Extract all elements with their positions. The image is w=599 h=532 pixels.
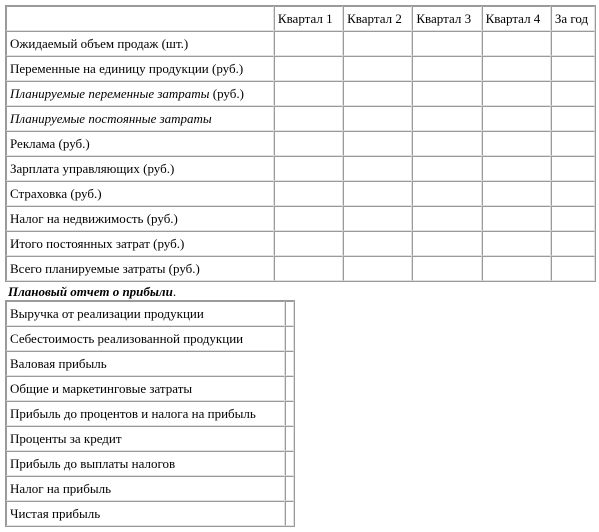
budget-row-label xyxy=(6,31,274,56)
report-row-label: Прибыль до процентов и налога на прибыль xyxy=(6,401,285,426)
report-row xyxy=(6,476,294,501)
budget-row-label xyxy=(6,106,274,131)
budget-cell-quarter-1[interactable] xyxy=(274,256,343,281)
budget-cell-quarter-1[interactable] xyxy=(274,56,343,81)
budget-cell-quarter-2[interactable] xyxy=(343,31,412,56)
budget-row-label-text: Переменные на единицу продукции (руб.) xyxy=(10,60,244,76)
income-report-table-body xyxy=(6,301,294,526)
budget-cell-quarter-4[interactable] xyxy=(482,256,551,281)
report-row xyxy=(6,326,294,351)
budget-cell-quarter-1[interactable] xyxy=(274,106,343,131)
budget-cell-year[interactable] xyxy=(551,206,595,231)
header-cell-quarter-2: Квартал 2 xyxy=(343,6,412,31)
budget-row xyxy=(6,156,595,181)
report-row xyxy=(6,451,294,476)
budget-row-label xyxy=(6,181,274,206)
report-row-value[interactable] xyxy=(285,401,294,426)
budget-cell-quarter-3[interactable] xyxy=(412,256,481,281)
report-title-text: Плановый отчет о прибыли xyxy=(8,284,173,299)
budget-row-label-text: Ожидаемый объем продаж (шт.) xyxy=(10,35,189,51)
budget-cell-quarter-3[interactable] xyxy=(412,56,481,81)
budget-table-body xyxy=(6,6,595,281)
report-row-label: Прибыль до выплаты налогов xyxy=(6,451,285,476)
budget-table xyxy=(5,5,596,282)
report-row-label: Проценты за кредит xyxy=(6,426,285,451)
report-row-label: Чистая прибыль xyxy=(6,501,285,526)
budget-row xyxy=(6,206,595,231)
report-row xyxy=(6,426,294,451)
header-cell-year: За год xyxy=(551,6,595,31)
budget-cell-quarter-2[interactable] xyxy=(343,181,412,206)
budget-cell-quarter-1[interactable] xyxy=(274,206,343,231)
header-cell-quarter-3: Квартал 3 xyxy=(412,6,481,31)
budget-row-label xyxy=(6,131,274,156)
budget-cell-quarter-3[interactable] xyxy=(412,81,481,106)
header-cell-empty xyxy=(6,6,274,31)
budget-cell-year[interactable] xyxy=(551,256,595,281)
budget-cell-quarter-1[interactable] xyxy=(274,131,343,156)
report-row-value[interactable] xyxy=(285,476,294,501)
budget-cell-quarter-4[interactable] xyxy=(482,156,551,181)
budget-cell-quarter-2[interactable] xyxy=(343,231,412,256)
budget-cell-quarter-4[interactable] xyxy=(482,106,551,131)
budget-cell-quarter-4[interactable] xyxy=(482,31,551,56)
budget-cell-quarter-2[interactable] xyxy=(343,206,412,231)
header-cell-quarter-1: Квартал 1 xyxy=(274,6,343,31)
budget-cell-quarter-3[interactable] xyxy=(412,106,481,131)
budget-cell-year[interactable] xyxy=(551,56,595,81)
budget-cell-year[interactable] xyxy=(551,181,595,206)
budget-row-label-italic: Планируемые переменные затраты xyxy=(10,85,210,101)
report-row-value[interactable] xyxy=(285,426,294,451)
budget-row-label xyxy=(6,231,274,256)
budget-cell-quarter-3[interactable] xyxy=(412,131,481,156)
budget-cell-year[interactable] xyxy=(551,31,595,56)
budget-row xyxy=(6,231,595,256)
budget-cell-quarter-2[interactable] xyxy=(343,156,412,181)
budget-row-label-rest: (руб.) xyxy=(209,85,244,101)
budget-row-label xyxy=(6,81,274,106)
budget-cell-quarter-4[interactable] xyxy=(482,56,551,81)
income-report-table xyxy=(5,300,295,527)
budget-cell-year[interactable] xyxy=(551,106,595,131)
report-row-label: Валовая прибыль xyxy=(6,351,285,376)
budget-cell-quarter-1[interactable] xyxy=(274,181,343,206)
budget-cell-quarter-2[interactable] xyxy=(343,131,412,156)
header-cell-quarter-4: Квартал 4 xyxy=(482,6,551,31)
budget-cell-quarter-3[interactable] xyxy=(412,31,481,56)
budget-cell-quarter-4[interactable] xyxy=(482,206,551,231)
budget-cell-quarter-3[interactable] xyxy=(412,206,481,231)
budget-row-label-text: Зарплата управляющих (руб.) xyxy=(10,160,175,176)
budget-row-label-text: Страховка (руб.) xyxy=(10,185,102,201)
report-row xyxy=(6,501,294,526)
budget-row xyxy=(6,131,595,156)
budget-row-label xyxy=(6,206,274,231)
budget-row-label-text: Реклама (руб.) xyxy=(10,135,90,151)
budget-row xyxy=(6,106,595,131)
budget-row xyxy=(6,56,595,81)
budget-row-label-italic: Планируемые постоянные затраты xyxy=(10,110,212,126)
budget-cell-quarter-4[interactable] xyxy=(482,81,551,106)
report-row-label: Выручка от реализации продукции xyxy=(6,301,285,326)
report-row-value[interactable] xyxy=(285,351,294,376)
budget-cell-quarter-1[interactable] xyxy=(274,156,343,181)
budget-cell-year[interactable] xyxy=(551,156,595,181)
report-row-value[interactable] xyxy=(285,451,294,476)
budget-row-label-text: Всего планируемые затраты (руб.) xyxy=(10,260,200,276)
budget-cell-quarter-3[interactable] xyxy=(412,156,481,181)
budget-cell-year[interactable] xyxy=(551,81,595,106)
budget-cell-quarter-1[interactable] xyxy=(274,81,343,106)
budget-cell-quarter-3[interactable] xyxy=(412,181,481,206)
budget-cell-quarter-2[interactable] xyxy=(343,256,412,281)
report-title xyxy=(8,284,176,300)
report-row-value[interactable] xyxy=(285,326,294,351)
budget-cell-quarter-2[interactable] xyxy=(343,56,412,81)
budget-cell-quarter-4[interactable] xyxy=(482,231,551,256)
budget-cell-year[interactable] xyxy=(551,231,595,256)
budget-cell-quarter-4[interactable] xyxy=(482,131,551,156)
budget-cell-quarter-1[interactable] xyxy=(274,31,343,56)
report-row-value[interactable] xyxy=(285,501,294,526)
report-row xyxy=(6,401,294,426)
budget-cell-quarter-1[interactable] xyxy=(274,231,343,256)
budget-row xyxy=(6,181,595,206)
budget-cell-year[interactable] xyxy=(551,131,595,156)
budget-row xyxy=(6,81,595,106)
budget-row-label xyxy=(6,156,274,181)
report-row-label: Общие и маркетинговые затраты xyxy=(6,376,285,401)
report-row-label: Налог на прибыль xyxy=(6,476,285,501)
report-row xyxy=(6,301,294,326)
budget-row-label-text: Налог на недвижимость (руб.) xyxy=(10,210,178,226)
report-row-value[interactable] xyxy=(285,376,294,401)
budget-cell-quarter-2[interactable] xyxy=(343,81,412,106)
report-row-value[interactable] xyxy=(285,301,294,326)
budget-cell-quarter-3[interactable] xyxy=(412,231,481,256)
budget-row-label xyxy=(6,56,274,81)
budget-cell-quarter-4[interactable] xyxy=(482,181,551,206)
budget-row xyxy=(6,256,595,281)
budget-row-label xyxy=(6,256,274,281)
report-title-suffix: . xyxy=(172,284,177,299)
budget-row-label-text: Итого постоянных затрат (руб.) xyxy=(10,235,185,251)
report-row xyxy=(6,351,294,376)
budget-header-row xyxy=(6,6,595,31)
report-row xyxy=(6,376,294,401)
report-row-label: Себестоимость реализованной продукции xyxy=(6,326,285,351)
budget-cell-quarter-2[interactable] xyxy=(343,106,412,131)
budget-row xyxy=(6,31,595,56)
